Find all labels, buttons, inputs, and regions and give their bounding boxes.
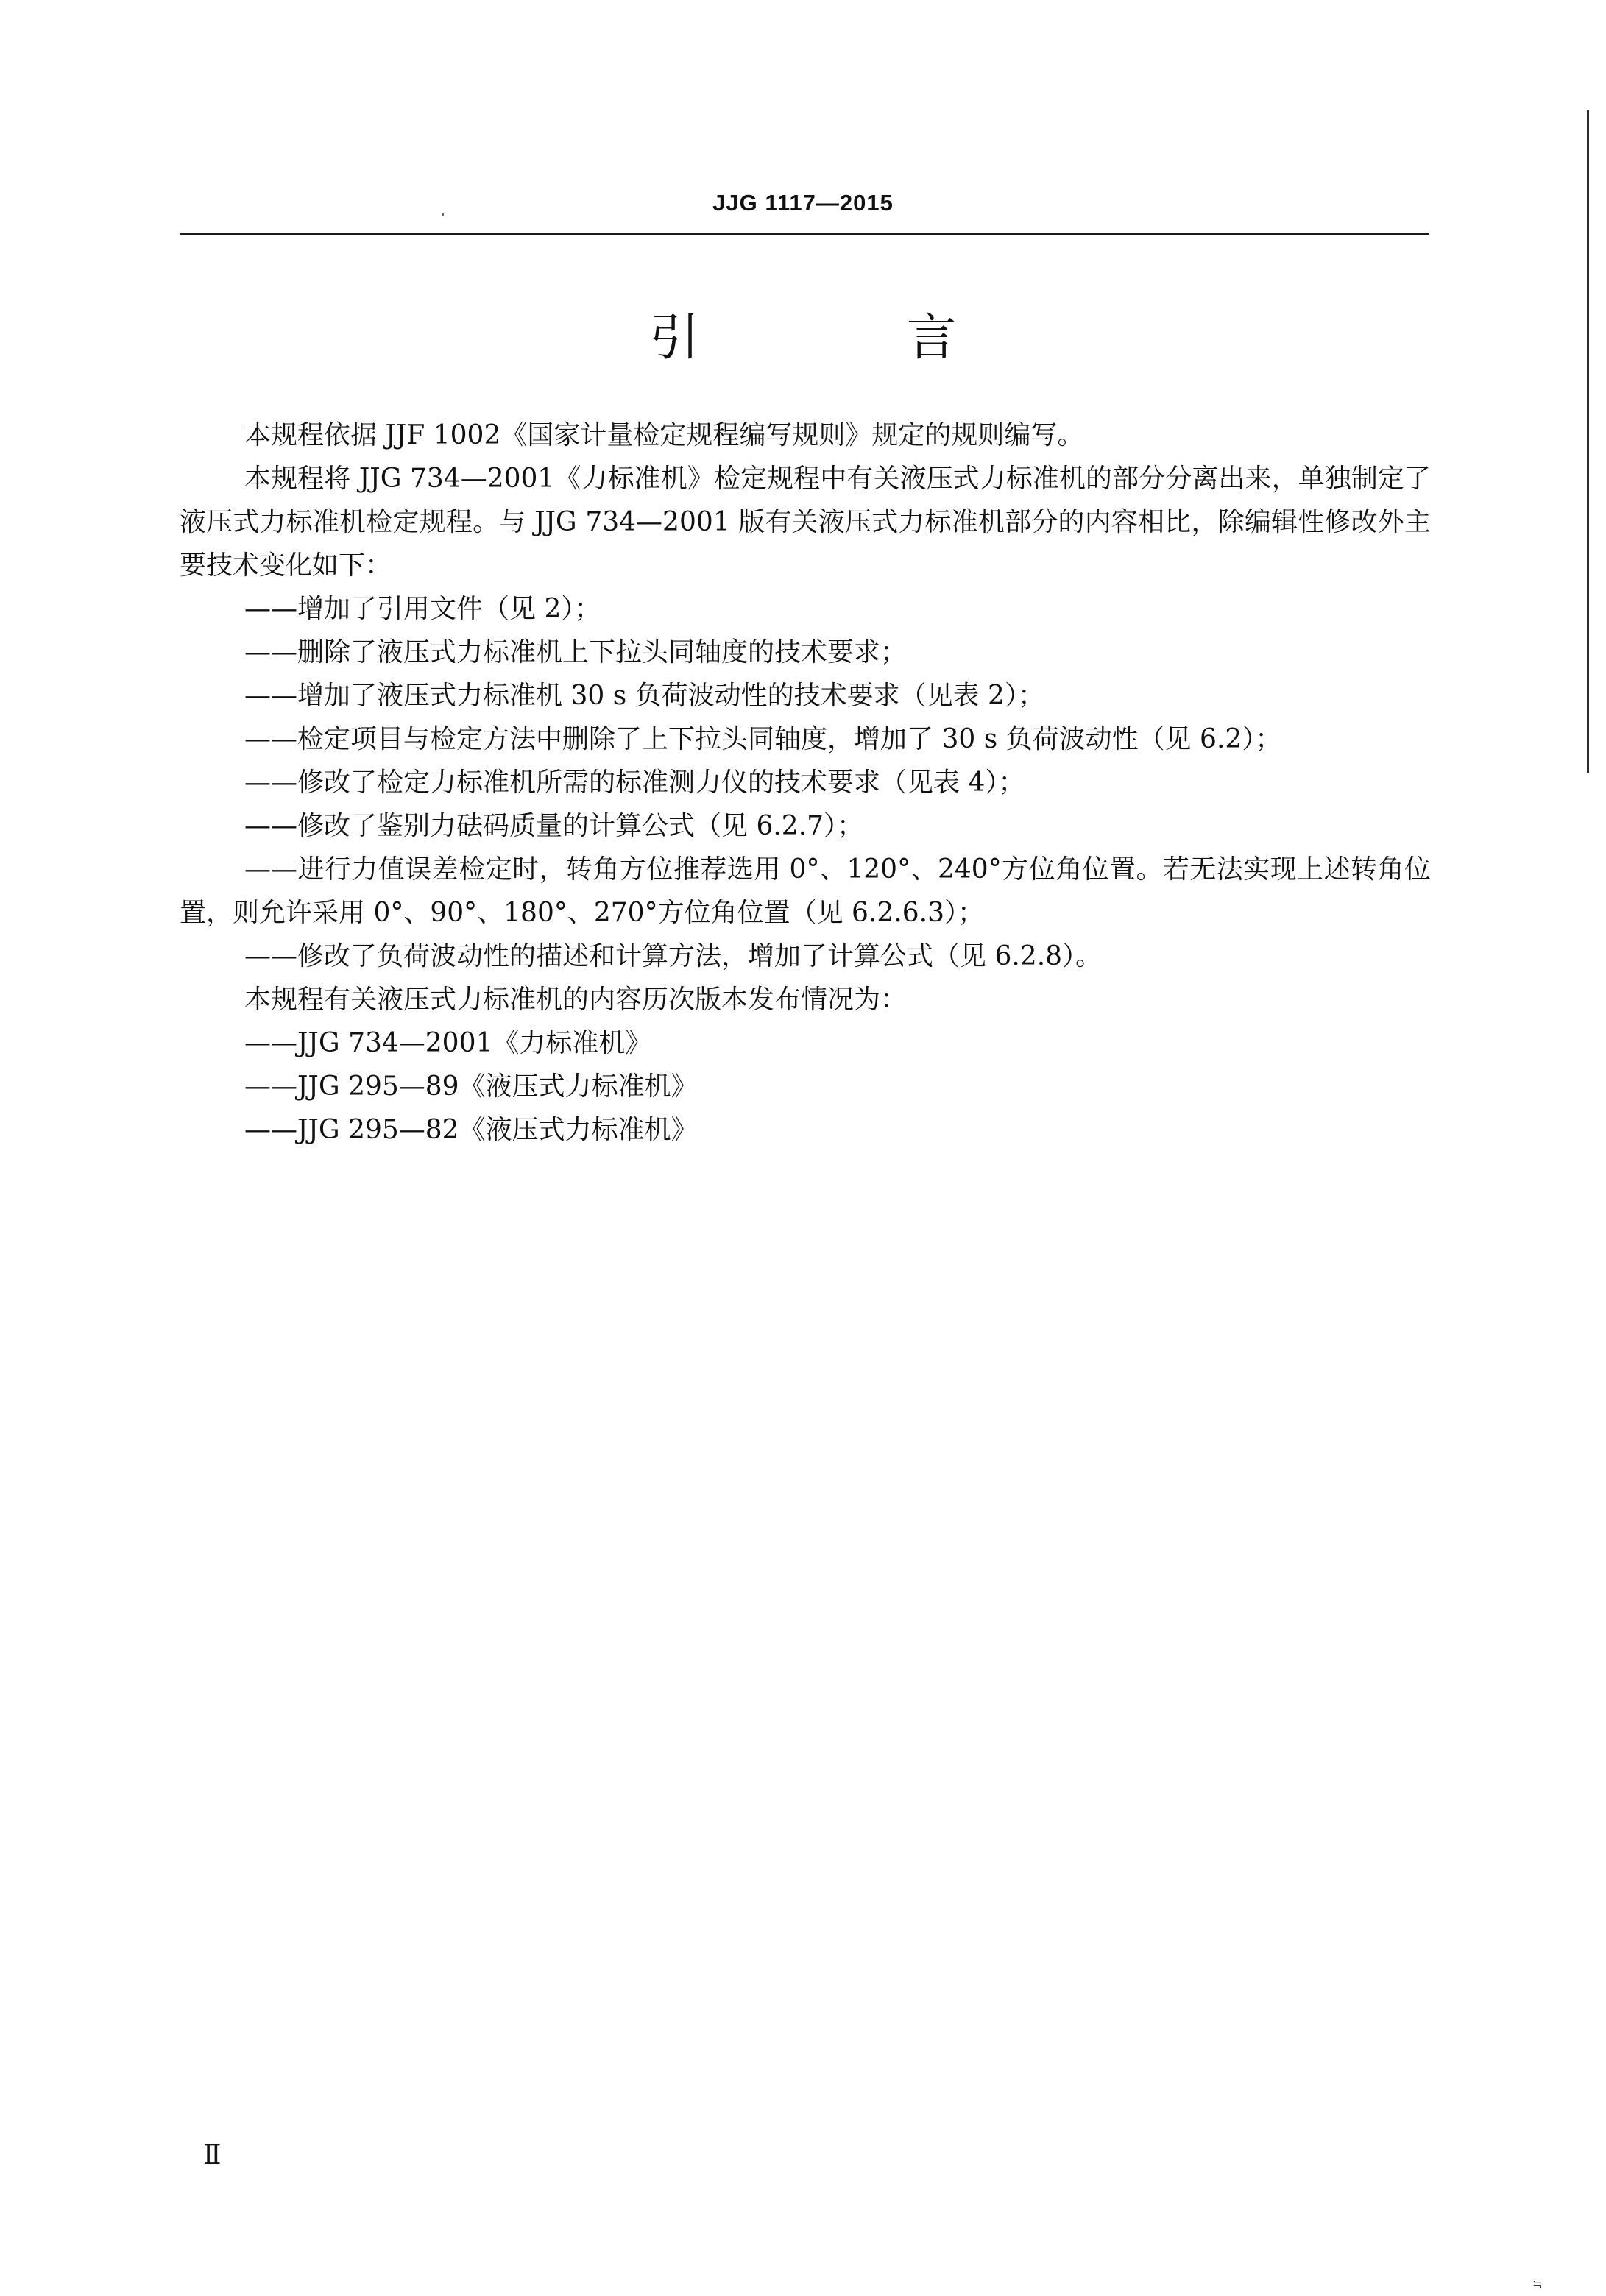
change-item: ——删除了液压式力标准机上下拉头同轴度的技术要求； [244,637,908,667]
change-item: ——检定项目与检定方法中删除了上下拉头同轴度，增加了 30 s 负荷波动性（见 6.2）； [244,724,1282,754]
change-item: ——修改了负荷波动性的描述和计算方法，增加了计算公式（见 6.2.8）。 [244,941,1103,971]
change-item: ——修改了检定力标准机所需的标准测力仪的技术要求（见表 4）； [244,768,1025,798]
paragraph: 本规程依据 JJF 1002《国家计量检定规程编写规则》规定的规则编写。 [244,420,1084,450]
document-code-header: JJG 1117—2015 [712,190,894,216]
version-history-item: ——JJG 734—2001《力标准机》 [244,1028,652,1058]
change-item: ——增加了液压式力标准机 30 s 负荷波动性的技术要求（见表 2）； [244,681,1044,711]
change-item: ——增加了引用文件（见 2）； [244,594,601,624]
corner-mark: ≒ [1532,2277,1543,2291]
version-history-item: ——JJG 295—82《液压式力标准机》 [244,1115,698,1145]
header-rule [180,233,1429,235]
paragraph: 本规程将 JJG 734—2001《力标准机》检定规程中有关液压式力标准机的部分分离出来，单独制定了液压式力标准机检定规程。与 JJG 734—2001 版有关液压式力标准机部分的内容相比，除编辑性修改外主要技术变化如下： [180,464,1431,581]
change-item: ——修改了鉴别力砝码质量的计算公式（见 6.2.7）； [244,811,864,841]
change-item: ——进行力值误差检定时，转角方位推荐选用 0°、120°、240°方位角位置。若无法实现上述转角位置，则允许采用 0°、90°、180°、270°方位角位置（见 6.2.6.3）； [180,854,1431,928]
body-text [180,414,1431,1152]
page-title: 引 言 [649,309,1053,367]
version-history-item: ——JJG 295—89《液压式力标准机》 [244,1071,698,1102]
paragraph: 本规程有关液压式力标准机的内容历次版本发布情况为： [244,985,908,1015]
page-number: Ⅱ [203,2140,222,2170]
